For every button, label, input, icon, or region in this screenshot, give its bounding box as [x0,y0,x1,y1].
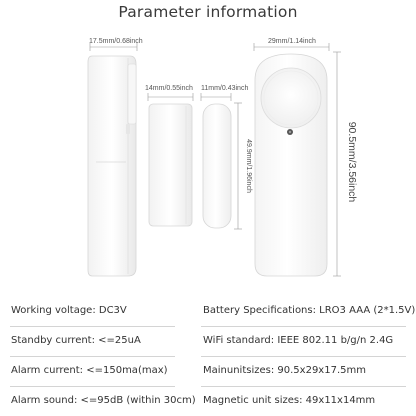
spec-alarm-sound: Alarm sound: <=95dB (within 30cm) [11,395,196,406]
spec-magnetic-unit-size: Magnetic unit sizes: 49x11x14mm [203,395,376,406]
spec-table [0,298,416,416]
spec-working-voltage: Working voltage: DC3V [11,305,127,316]
page-title: Parameter information [118,3,298,21]
sensor-side-view [88,56,136,276]
sensor-length-label: 90.5mm/3.56inch [346,121,358,203]
row-divider [10,326,175,327]
sensor-front-view [255,54,327,276]
sensor-width-label: 29mm/1.14inch [268,38,316,45]
magnet-front-view [203,104,231,228]
spec-battery: Battery Specifications: LRO3 AAA (2*1.5V) [203,305,416,316]
spec-wifi: WiFi standard: IEEE 802.11 b/g/n 2.4G [203,335,394,346]
sensor-depth-label: 17.5mm/0.68inch [89,38,143,45]
spec-main-unit-size: Mainunitsizes: 90.5x29x17.5mm [203,365,366,376]
magnet-length-label: 49.9mm/1.96inch [245,139,252,193]
row-divider [201,326,406,327]
spec-row [0,298,416,324]
spec-row [0,328,416,354]
row-divider [10,356,175,357]
row-divider [201,356,406,357]
magnet-width-label: 11mm/0.43inch [201,85,249,92]
spec-alarm-current: Alarm current: <=150ma(max) [11,365,168,376]
magnet-depth-label: 14mm/0.55inch [145,85,193,92]
spec-row [0,388,416,414]
row-divider [10,386,175,387]
spec-row [0,358,416,384]
spec-standby-current: Standby current: <=25uA [11,335,141,346]
row-divider [201,386,406,387]
magnet-side-view [149,104,192,226]
